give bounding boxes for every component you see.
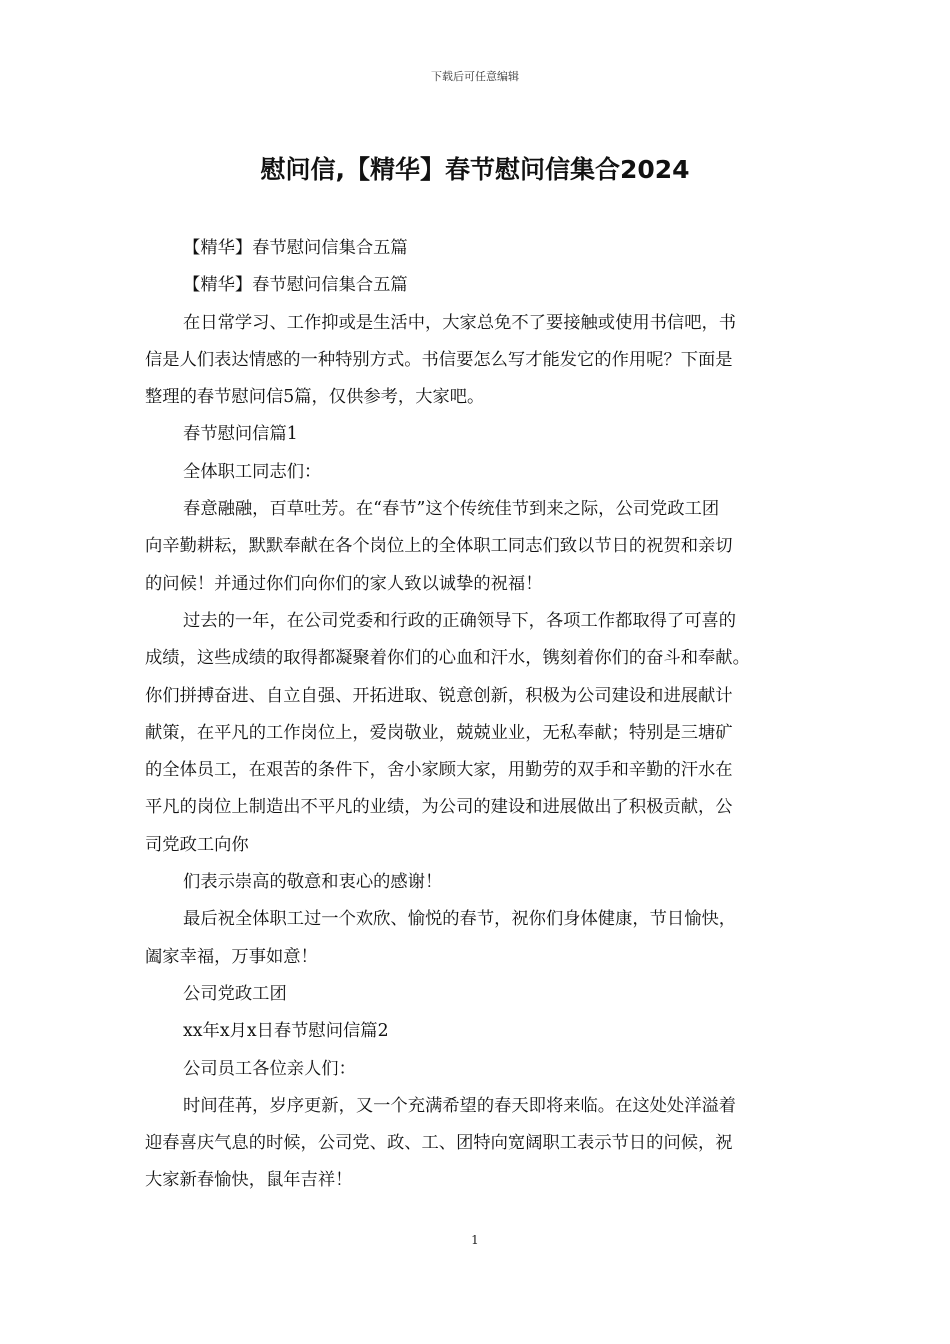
text-line: 【精华】春节慰问信集合五篇 [183, 275, 408, 296]
text-line: 献策，在平凡的工作岗位上，爱岗敬业，兢兢业业，无私奉献；特别是三塘矿 [145, 722, 733, 743]
text-line: 春意融融，百草吐芳。在“春节”这个传统佳节到来之际，公司党政工团 [183, 499, 720, 520]
document-title: 慰问信,【精华】春节慰问信集合2024 [260, 155, 690, 184]
text-line: 信是人们表达情感的一种特别方式。书信要怎么写才能发它的作用呢？下面是 [145, 349, 733, 370]
text-line: 整理的春节慰问信5篇，仅供参考，大家吧。 [145, 387, 485, 408]
paragraph-3 [145, 305, 809, 417]
paragraph-6 [145, 491, 809, 603]
text-line: 全体职工同志们： [183, 461, 322, 482]
paragraph-2 [145, 267, 809, 304]
text-line: 【精华】春节慰问信集合五篇 [183, 238, 408, 258]
page-number: 1 [471, 1233, 479, 1247]
text-line: xx年x月x日春节慰问信篇2 [183, 1021, 389, 1042]
paragraph-9 [145, 901, 809, 976]
text-line: 大家新春愉快，鼠年吉祥！ [145, 1170, 353, 1191]
page-header-note: 下载后可任意编辑 [431, 70, 519, 83]
paragraph-1 [145, 230, 809, 267]
document-body [145, 230, 809, 1200]
text-line: 司党政工向你 [145, 834, 249, 855]
text-line: 公司党政工团 [183, 983, 287, 1004]
text-line: 春节慰问信篇1 [183, 424, 298, 445]
text-line: 你们拼搏奋进、自立自强、开拓进取、锐意创新，积极为公司建设和进展献计 [145, 685, 733, 706]
text-line: 向辛勤耕耘，默默奉献在各个岗位上的全体职工同志们致以节日的祝贺和亲切 [145, 536, 733, 557]
paragraph-7 [145, 603, 809, 864]
paragraph-5 [145, 454, 809, 491]
text-line: 过去的一年，在公司党委和行政的正确领导下，各项工作都取得了可喜的 [183, 610, 737, 631]
text-line: 平凡的岗位上制造出不平凡的业绩，为公司的建设和进展做出了积极贡献，公 [145, 797, 733, 818]
text-line: 阖家幸福，万事如意！ [145, 946, 318, 967]
text-line: 在日常学习、工作抑或是生活中，大家总免不了要接触或使用书信吧，书 [183, 312, 737, 333]
text-line: 成绩，这些成绩的取得都凝聚着你们的心血和汗水，镌刻着你们的奋斗和奉献。 [145, 648, 750, 669]
text-line: 公司员工各位亲人们： [183, 1058, 356, 1079]
paragraph-13 [145, 1088, 809, 1200]
paragraph-8 [145, 864, 809, 901]
paragraph-11 [145, 1013, 809, 1050]
paragraph-12 [145, 1051, 809, 1088]
text-line: 迎春喜庆气息的时候，公司党、政、工、团特向宽阔职工表示节日的问候，祝 [145, 1133, 733, 1154]
text-line: 的全体员工，在艰苦的条件下，舍小家顾大家，用勤劳的双手和辛勤的汗水在 [145, 760, 733, 781]
text-line: 时间荏苒，岁序更新，又一个充满希望的春天即将来临。在这处处洋溢着 [183, 1095, 737, 1116]
text-line: 最后祝全体职工过一个欢欣、愉悦的春节，祝你们身体健康，节日愉快， [183, 909, 737, 930]
text-line: 们表示崇高的敬意和衷心的感谢！ [183, 872, 443, 893]
text-line: 的问候！并通过你们向你们的家人致以诚挚的祝福！ [145, 573, 543, 594]
paragraph-4 [145, 416, 809, 453]
paragraph-10 [145, 976, 809, 1013]
